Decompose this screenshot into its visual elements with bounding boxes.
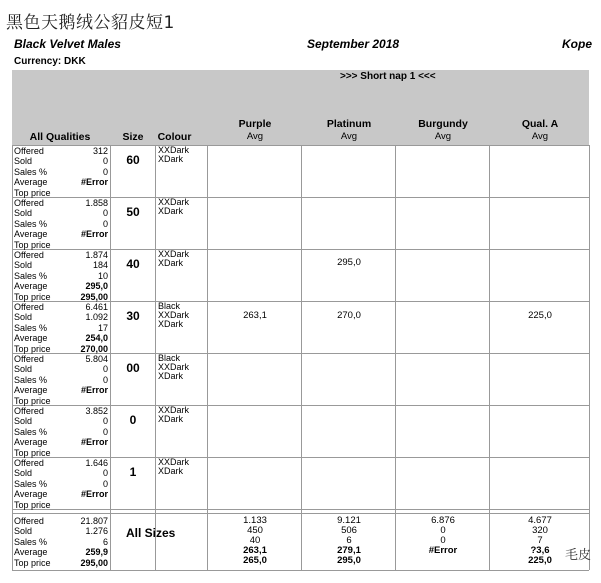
total-value: 9.121 [337, 515, 361, 526]
colour-item: XDark [158, 257, 184, 268]
stat-value: 0 [102, 364, 108, 375]
size-value: 1 [129, 465, 137, 479]
stats-block [14, 302, 108, 354]
stat-label: Sold [14, 468, 33, 479]
stat-value: 0 [102, 426, 108, 437]
total-value: 0 [440, 525, 446, 536]
colour-item: XDark [158, 413, 184, 424]
stat-value: 5.804 [85, 354, 108, 364]
stat-label: Sold [14, 364, 33, 375]
stats-block [14, 516, 108, 568]
colour-item: XXDark [158, 309, 190, 320]
stat-value: 184 [92, 260, 108, 271]
col-colour: Colour [157, 131, 192, 143]
stat-label: Average [14, 229, 48, 240]
stat-label: Offered [14, 458, 44, 468]
stat-label: Offered [14, 516, 44, 526]
total-purple [209, 516, 301, 566]
total-value [397, 556, 489, 566]
stat-value: #Error [80, 177, 108, 188]
stat-label: Offered [14, 354, 44, 364]
total-value: 1.133 [243, 515, 267, 526]
grid-vline [589, 145, 590, 570]
stat-value: 17 [97, 322, 108, 333]
stat-label: Sold [14, 526, 33, 537]
avg-label: Avg [340, 131, 358, 142]
size-value: 60 [126, 153, 140, 167]
total-value: 295,0 [337, 555, 361, 566]
stat-value: #Error [80, 437, 108, 448]
colour-item: XDark [158, 205, 184, 216]
avg-label: Avg [434, 131, 452, 142]
size-value: 30 [126, 309, 140, 323]
stat-value: 312 [92, 146, 108, 156]
stats-block [14, 146, 108, 198]
stat-label: Sales % [14, 374, 48, 385]
platinum-value: 295,0 [337, 257, 361, 268]
colour-item: XXDark [158, 145, 190, 155]
total-value: 0 [440, 535, 446, 546]
currency-label: Currency: DKK [14, 56, 86, 67]
total-value: 506 [341, 525, 357, 536]
total-value: 7 [537, 535, 543, 546]
stat-value: 254,0 [85, 333, 108, 344]
total-value: 40 [249, 535, 261, 546]
stat-value: 1.874 [85, 250, 108, 260]
stat-label: Average [14, 547, 48, 558]
stat-value: 1.092 [85, 312, 108, 323]
stat-label: Sales % [14, 270, 48, 281]
total-value: 263,1 [243, 545, 267, 556]
colour-list [158, 302, 189, 328]
auction-location: Kope [562, 37, 592, 51]
stat-value: 0 [102, 156, 108, 167]
stat-label: Average [14, 177, 48, 188]
col-qual-a: Qual. A [521, 118, 559, 130]
stats-block [14, 406, 108, 458]
avg-label: Avg [531, 131, 549, 142]
stat-value: 10 [97, 270, 108, 281]
total-value: 279,1 [337, 545, 361, 556]
colour-item: XXDark [158, 197, 190, 207]
auction-date: September 2018 [307, 37, 400, 51]
stat-label: Average [14, 385, 48, 396]
colour-list [158, 354, 189, 380]
colour-item: XXDark [158, 405, 190, 415]
stat-value: 0 [102, 208, 108, 219]
size-value: 50 [126, 205, 140, 219]
stat-value: 1.276 [85, 526, 108, 537]
stat-label: Offered [14, 250, 44, 260]
section-title: >>> Short nap 1 <<< [340, 71, 436, 82]
stat-label: Average [14, 437, 48, 448]
stat-label: Average [14, 489, 48, 500]
stat-label: Sold [14, 208, 33, 219]
colour-item: XDark [158, 318, 184, 329]
stat-label: Sales % [14, 166, 48, 177]
colour-item: XXDark [158, 249, 190, 259]
col-platinum: Platinum [326, 118, 372, 130]
colour-item: XDark [158, 153, 184, 164]
stat-value: 1.858 [85, 198, 108, 208]
stat-label: Top price [14, 499, 51, 510]
stat-value: 295,0 [85, 281, 108, 292]
size-value: 0 [129, 413, 137, 427]
stat-label: Sales % [14, 478, 48, 489]
stat-label: Top price [14, 557, 51, 568]
grid-hline [12, 513, 589, 514]
stat-label: Sold [14, 312, 33, 323]
purple-value: 263,1 [243, 310, 267, 321]
colour-list [158, 198, 189, 216]
stat-label: Top price [14, 187, 51, 198]
stat-label: Sales % [14, 426, 48, 437]
colour-item: XXDark [158, 457, 190, 467]
total-value: 4.677 [528, 515, 552, 526]
col-purple: Purple [238, 118, 272, 130]
size-value: 00 [126, 361, 140, 375]
total-value: 450 [247, 525, 263, 536]
col-burgundy: Burgundy [418, 118, 468, 130]
stat-value: 0 [102, 478, 108, 489]
grid-vline [207, 145, 208, 570]
page-title: 黑色天鹅绒公貂皮短1 [6, 13, 175, 33]
stat-value: 295,00 [80, 291, 108, 302]
total-platinum [303, 516, 395, 566]
stat-value: 0 [102, 374, 108, 385]
stat-label: Sold [14, 260, 33, 271]
stat-value: 259,9 [85, 547, 108, 558]
colour-list [158, 146, 189, 164]
colour-list [158, 250, 189, 268]
grid-vline [395, 145, 396, 570]
stat-label: Offered [14, 302, 44, 312]
col-all-qualities: All Qualities [29, 131, 91, 143]
stats-block [14, 354, 108, 406]
grid-vline [489, 145, 490, 570]
stats-block [14, 458, 108, 510]
stat-label: Sales % [14, 536, 48, 547]
platinum-value: 270,0 [337, 310, 361, 321]
stat-label: Average [14, 281, 48, 292]
product-title: Black Velvet Males [14, 37, 121, 51]
total-value: ?3,6 [530, 545, 550, 556]
grid-vline [155, 145, 156, 570]
stat-value: 1.646 [85, 458, 108, 468]
stat-label: Top price [14, 239, 51, 250]
stat-value: 6.461 [85, 302, 108, 312]
col-size: Size [122, 131, 144, 143]
stats-block [14, 198, 108, 250]
stat-label: Offered [14, 198, 44, 208]
stat-label: Top price [14, 447, 51, 458]
stat-label: Average [14, 333, 48, 344]
grid-vline [12, 145, 13, 570]
stat-label: Sales % [14, 218, 48, 229]
colour-item: XDark [158, 370, 184, 381]
total-value: 225,0 [528, 555, 552, 566]
stat-value: 6 [102, 536, 108, 547]
stat-value: #Error [80, 385, 108, 396]
stat-value: #Error [80, 489, 108, 500]
colour-item: XDark [158, 465, 184, 476]
stat-label: Top price [14, 343, 51, 354]
qual-a-value: 225,0 [528, 310, 552, 321]
stat-label: Sales % [14, 322, 48, 333]
colour-list [158, 458, 189, 476]
colour-list [158, 406, 189, 424]
grid-vline [301, 145, 302, 570]
stat-value: 0 [102, 416, 108, 427]
stats-block [14, 250, 108, 302]
stat-label: Offered [14, 146, 44, 156]
total-value: #Error [428, 545, 458, 556]
watermark: 毛皮 [564, 548, 591, 563]
size-value: 40 [126, 257, 140, 271]
stat-value: #Error [80, 229, 108, 240]
colour-item: Black [158, 353, 181, 363]
colour-item: XXDark [158, 361, 190, 372]
stat-value: 0 [102, 166, 108, 177]
stat-value: 0 [102, 468, 108, 479]
stat-label: Top price [14, 395, 51, 406]
stat-value: 21.807 [80, 516, 108, 526]
all-sizes-label: All Sizes [126, 526, 176, 540]
stat-label: Top price [14, 291, 51, 302]
avg-label: Avg [246, 131, 264, 142]
colour-item: Black [158, 301, 181, 311]
grid-vline [110, 145, 111, 570]
total-value: 6.876 [431, 515, 455, 526]
stat-value: 295,00 [80, 557, 108, 568]
stat-value: 270,00 [80, 343, 108, 354]
total-value: 265,0 [243, 555, 267, 566]
total-burgundy [397, 516, 489, 566]
stat-label: Sold [14, 416, 33, 427]
total-value: 320 [532, 525, 548, 536]
stat-label: Sold [14, 156, 33, 167]
stat-value: 3.852 [85, 406, 108, 416]
grid-hline [12, 570, 589, 571]
stat-value: 0 [102, 218, 108, 229]
total-value: 6 [346, 535, 352, 546]
stat-label: Offered [14, 406, 44, 416]
